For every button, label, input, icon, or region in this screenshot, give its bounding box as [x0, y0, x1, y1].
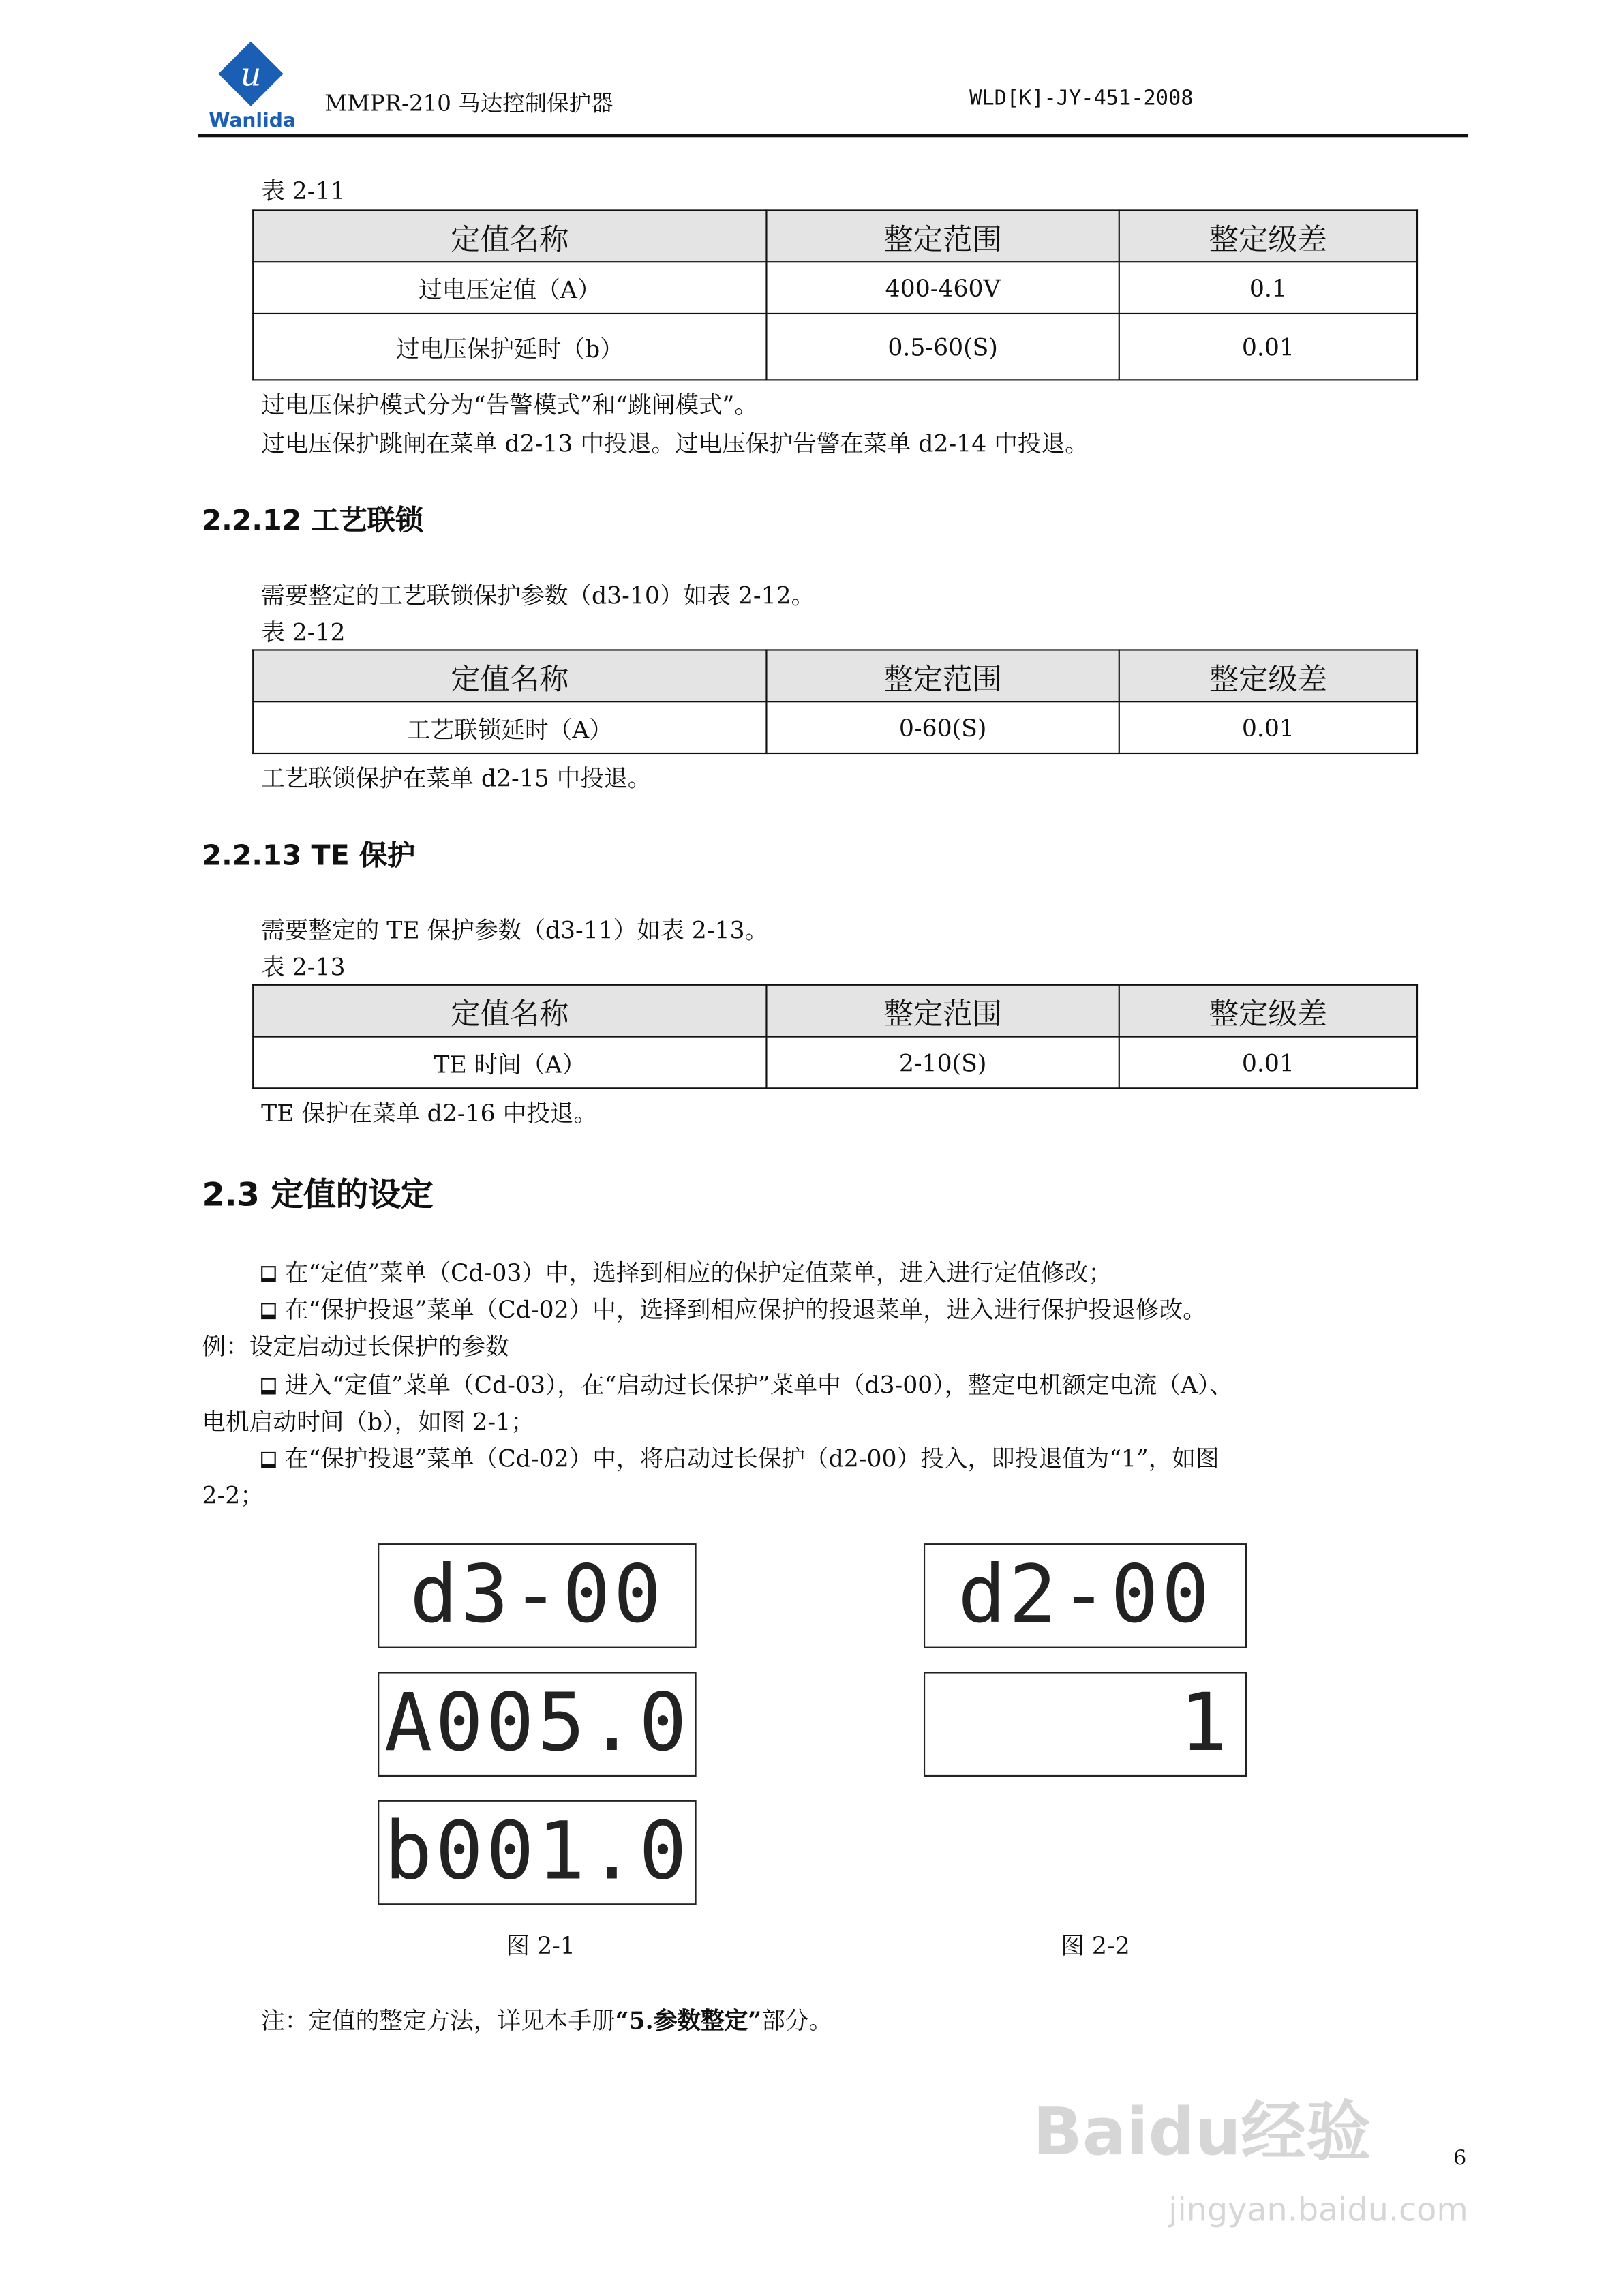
cell: 2-10(S) — [766, 1037, 1119, 1089]
paragraph: 2-2； — [202, 1481, 264, 1510]
figure-caption: 图 2-1 — [506, 1931, 575, 1960]
section-heading: 2.2.13 TE 保护 — [202, 839, 416, 873]
cell: TE 时间（A） — [253, 1037, 766, 1089]
lcd-display: b001.0 — [378, 1800, 697, 1905]
paragraph: 需要整定的工艺联锁保护参数（d3-10）如表 2-12。 — [261, 581, 815, 609]
table-2-12 — [252, 649, 1418, 754]
cell: 0.1 — [1119, 262, 1417, 314]
bullet-item: 在“定值”菜单（Cd-03）中，选择到相应的保护定值菜单，进入进行定值修改； — [261, 1254, 1112, 1288]
checkbox-bullet-icon — [261, 1378, 276, 1395]
watermark-url: jingyan.baidu.com — [1168, 2192, 1468, 2230]
table-row — [253, 1037, 1417, 1089]
checkbox-bullet-icon — [261, 1452, 276, 1468]
paragraph: 工艺联锁保护在菜单 d2-15 中投退。 — [261, 764, 652, 793]
table-caption: 表 2-13 — [261, 953, 346, 982]
cell: 工艺联锁延时（A） — [253, 701, 766, 753]
bullet-item: 进入“定值”菜单（Cd-03），在“启动过长保护”菜单中（d3-00），整定电机额定电流（A）、 — [261, 1366, 1233, 1400]
figure-caption: 图 2-2 — [1061, 1931, 1130, 1960]
cell: 过电压保护延时（b） — [253, 314, 766, 380]
checkbox-bullet-icon — [261, 1266, 276, 1282]
table-2-13 — [252, 984, 1418, 1089]
header-title: MMPR-210 马达控制保护器 — [324, 90, 613, 117]
paragraph: 过电压保护模式分为“告警模式”和“跳闸模式”。 — [261, 391, 758, 419]
column-header: 整定范围 — [766, 210, 1119, 262]
column-header: 整定范围 — [766, 650, 1119, 701]
column-header: 定值名称 — [253, 650, 766, 701]
paragraph: 电机启动时间（b），如图 2-1； — [202, 1407, 534, 1436]
page-number: 6 — [1453, 2147, 1467, 2171]
column-header: 整定范围 — [766, 985, 1119, 1037]
lcd-display: d3-00 — [378, 1543, 697, 1648]
table-caption: 表 2-11 — [261, 177, 346, 205]
wanlida-logo-icon — [207, 42, 298, 133]
checkbox-bullet-icon — [261, 1303, 276, 1319]
svg-text:u: u — [240, 56, 262, 94]
cell: 0.01 — [1119, 314, 1417, 380]
lcd-display: A005.0 — [378, 1672, 697, 1777]
paragraph: 例：设定启动过长保护的参数 — [202, 1332, 509, 1361]
note-paragraph: 注：定值的整定方法，详见本手册“5.参数整定”部分。 — [261, 2006, 833, 2035]
column-header: 整定级差 — [1119, 650, 1417, 701]
bullet-item: 在“保护投退”菜单（Cd-02）中，将启动过长保护（d2-00）投入，即投退值为“1”，如图 — [261, 1440, 1219, 1475]
table-caption: 表 2-12 — [261, 618, 346, 647]
lcd-display: d2-00 — [924, 1543, 1247, 1648]
bullet-item: 在“保护投退”菜单（Cd-02）中，选择到相应保护的投退菜单，进入进行保护投退修改。 — [261, 1291, 1207, 1325]
column-header: 定值名称 — [253, 985, 766, 1037]
cell: 0.01 — [1119, 701, 1417, 753]
cell: 过电压定值（A） — [253, 262, 766, 314]
header-divider — [198, 134, 1468, 136]
cell: 0.5-60(S) — [766, 314, 1119, 380]
cell: 0.01 — [1119, 1037, 1417, 1089]
paragraph: 需要整定的 TE 保护参数（d3-11）如表 2-13。 — [261, 916, 769, 945]
column-header: 整定级差 — [1119, 210, 1417, 262]
cell: 400-460V — [766, 262, 1119, 314]
table-row — [253, 314, 1417, 380]
svg-text:Wanlida: Wanlida — [209, 109, 296, 132]
column-header: 整定级差 — [1119, 985, 1417, 1037]
header-doc-number: WLD[K]-JY-451-2008 — [969, 87, 1194, 111]
section-heading: 2.2.12 工艺联锁 — [202, 504, 424, 537]
table-row — [253, 701, 1417, 753]
lcd-display: 1 — [924, 1672, 1247, 1777]
table-row — [253, 262, 1417, 314]
baidu-watermark: Baidu经验 — [1033, 2095, 1371, 2171]
paragraph: 过电压保护跳闸在菜单 d2-13 中投退。过电压保护告警在菜单 d2-14 中投退。 — [261, 429, 1089, 457]
paragraph: TE 保护在菜单 d2-16 中投退。 — [261, 1099, 598, 1128]
column-header: 定值名称 — [253, 210, 766, 262]
section-heading: 2.3 定值的设定 — [202, 1177, 434, 1215]
cell: 0-60(S) — [766, 701, 1119, 753]
table-2-11 — [252, 209, 1418, 380]
